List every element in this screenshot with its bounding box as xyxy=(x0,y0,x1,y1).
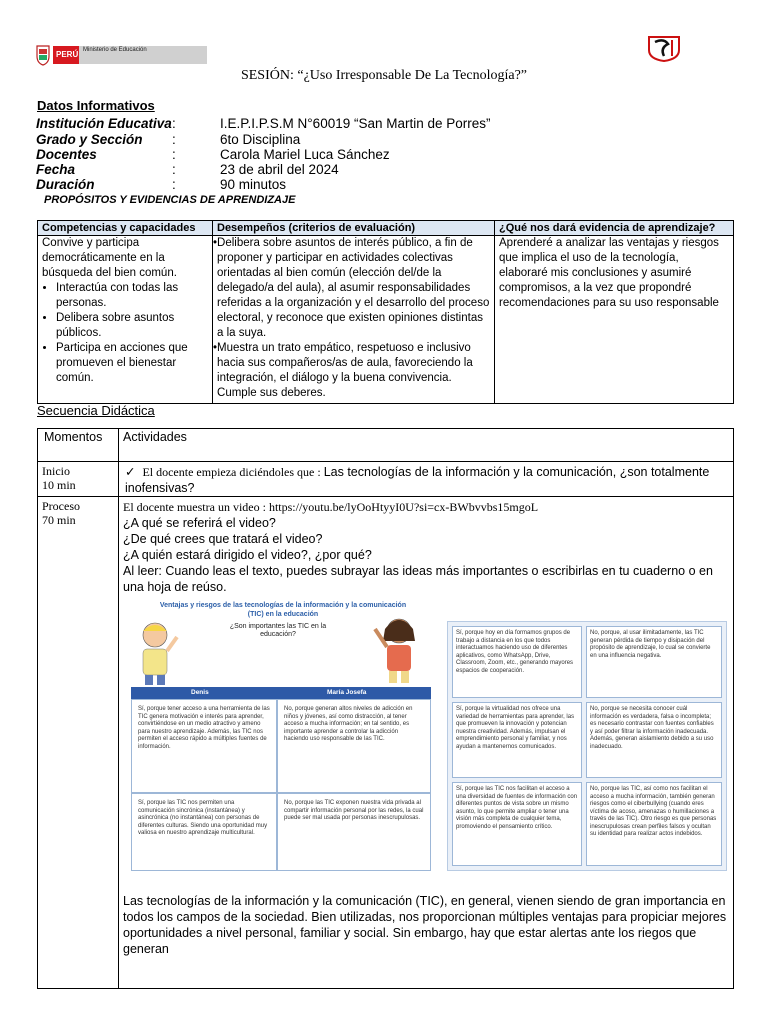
actividad-cell xyxy=(119,497,734,989)
names-band xyxy=(131,687,431,699)
info-label: Grado y Sección xyxy=(36,132,143,147)
info-colon: : xyxy=(172,177,176,192)
competencia-text: Convive y participa democráticamente en la búsqueda del bien común. xyxy=(42,237,177,279)
list-item xyxy=(213,341,490,401)
minedu-logo xyxy=(35,44,215,66)
table-row xyxy=(38,497,734,989)
secuencia-heading: Secuencia Didáctica xyxy=(37,403,155,418)
name-right: María Josefa xyxy=(327,689,367,696)
table-row xyxy=(38,236,734,404)
secuencia-table xyxy=(37,428,734,989)
info-value: 90 minutos xyxy=(220,177,287,192)
desempeno-text: Muestra un trato empático, respetuoso e inclusivo hacia sus compañeros/as de aula, favoreciendo la integración, el diálogo y la buena convivencia. Cumple sus deberes. xyxy=(217,342,473,399)
desempenos-cell xyxy=(213,236,495,404)
video-link[interactable]: El docente muestra un video : https://youtu.be/lyOoHtyyI0U?si=cx-BWbvvbs15mgoL xyxy=(123,500,539,514)
actividad-cell xyxy=(119,462,734,497)
table-row xyxy=(38,462,734,497)
info-label: Institución Educativa xyxy=(36,116,172,131)
bullet-icon: • xyxy=(213,342,218,354)
competencias-table xyxy=(37,220,734,404)
table-header-row xyxy=(38,221,734,236)
info-cell: No, porque generan altos niveles de adicción en niños y jóvenes, así como distracción, al tener acceso a mucha información; en tal sentido, es importante aprender a controlar la adicción haciendo uso responsable de las TIC. xyxy=(277,699,431,793)
momento-label: Inicio xyxy=(42,464,70,478)
ministerio-label: Ministerio de Educación xyxy=(79,46,207,64)
info-cell: Sí, porque las TIC nos permiten una comunicación sincrónica (instantánea) y asincrónica (no instantánea) con personas de diferentes culturas. Siendo una oportunidad muy valiosa en nuestro aprendizaje multicultural. xyxy=(131,793,277,871)
bullet-icon: • xyxy=(213,237,218,249)
column-header: Momentos xyxy=(38,429,119,462)
momento-cell xyxy=(38,497,119,989)
momento-label: Proceso xyxy=(42,499,80,513)
info-label: Duración xyxy=(36,177,95,192)
info-row-grado xyxy=(36,132,736,147)
evidencia-cell: Aprenderé a analizar las ventajas y riesgos que implica el uso de la tecnología, elaboraré mis conclusiones y asumiré compromisos, a la vez que propondré recomendaciones para su uso responsable xyxy=(495,236,734,404)
peru-label: PERÚ xyxy=(53,46,81,64)
info-value: Carola Mariel Luca Sánchez xyxy=(220,147,390,162)
info-cell: Sí, porque la virtualidad nos ofrece una variedad de herramientas para aprender, las que promueven la innovación y potencian nuestra creatividad. Además, impulsan el emprendimiento personal y familiar, y nos ayudan a mantenernos comunicados. xyxy=(452,702,582,778)
info-value: I.E.P.I.P.S.M N°60019 “San Martin de Porres” xyxy=(220,116,491,131)
momento-cell xyxy=(38,462,119,497)
info-colon: : xyxy=(172,147,176,162)
list-item: • Interactúa con todas las personas. xyxy=(56,281,208,311)
table-header-row xyxy=(38,429,734,462)
column-header: ¿Qué nos dará evidencia de aprendizaje? xyxy=(495,221,734,236)
desempeno-text: Delibera sobre asuntos de interés público, a fin de proponer y participar en actividades colectivas orientadas al bien común (elección del/de la delegado/a del aula), al asumir responsabilidades referidas a la organización y el desarrollo del proceso electoral, y reconoce que existen opiniones distintas a la suya. xyxy=(217,237,490,339)
info-value: 23 de abril del 2024 xyxy=(220,162,339,177)
list-item xyxy=(213,236,490,341)
inicio-text: Las tecnologías de la información y la comunicación, ¿son totalmente inofensivas? xyxy=(125,465,710,495)
momento-time: 70 min xyxy=(42,513,76,527)
info-cell: Sí, porque las TIC nos facilitan el acceso a una diversidad de fuentes de información con diferentes puntos de vista sobre un mismo asunto, lo que permite ampliar o tener una visión más completa de cualquier tema, promoviendo el pensamiento crítico. xyxy=(452,782,582,866)
info-cell: No, porque las TIC, así como nos facilitan el acceso a mucha información, también generan riesgos como el ciberbullying (cuando eres víctima de acoso, amenazas o humillaciones a través de las TIC). Otro riesgo es que personas inescrupulosas crean perfiles falsos y ocultan su identidad para realizar actos indebidos. xyxy=(586,782,722,866)
info-colon: : xyxy=(172,162,176,177)
pregunta: ¿De qué crees que tratará el video? xyxy=(123,532,323,546)
list-item: • Delibera sobre asuntos públicos. xyxy=(56,311,208,341)
info-colon: : xyxy=(172,132,176,147)
propositos-heading: PROPÓSITOS Y EVIDENCIAS DE APRENDIZAJE xyxy=(44,194,296,206)
capacidades-list xyxy=(42,281,208,386)
info-label: Docentes xyxy=(36,147,97,162)
al-leer-text: Al leer: Cuando leas el texto, puedes subrayar las ideas más importantes o escribirlas en tu cuaderno o en una hoja de reúso. xyxy=(123,564,713,594)
school-crest-icon xyxy=(646,34,682,62)
infographic-title: Ventajas y riesgos de las tecnologías de la información y la comunicación (TIC) en la educación xyxy=(159,602,407,618)
girl-illustration-icon xyxy=(369,611,429,685)
boy-illustration-icon xyxy=(127,617,185,687)
pregunta: ¿A quién estará dirigido el video?, ¿por qué? xyxy=(123,548,372,562)
info-row-fecha xyxy=(36,162,736,177)
cierre-paragraph: Las tecnologías de la información y la comunicación (TIC), en general, vienen siendo de gran importancia en todos los campos de la sociedad. Bien utilizadas, nos proporcionan múltiples ventajas para propiciar mejores oportunidades a nivel personal, familiar y social. Sin embargo, hay que estar alertas ante los riegos que generan xyxy=(123,894,727,956)
pregunta: ¿A qué se referirá el video? xyxy=(123,516,276,530)
check-icon: ✓ xyxy=(125,465,136,479)
info-row-docentes xyxy=(36,147,736,162)
inicio-lead: El docente empieza diciéndoles que : xyxy=(142,465,324,479)
infographic xyxy=(123,601,729,887)
list-item: • Participa en acciones que promueven el bienestar común. xyxy=(56,341,208,386)
info-cell: No, porque, al usar ilimitadamente, las TIC generan pérdida de tiempo y disipación del propósito de aprendizaje, lo cual se convierte en una influencia negativa. xyxy=(586,626,722,698)
infographic-left xyxy=(123,601,433,873)
info-row-duracion xyxy=(36,177,736,192)
name-left: Denis xyxy=(191,689,209,696)
column-header: Competencias y capacidades xyxy=(38,221,213,236)
info-cell: Sí, porque tener acceso a una herramienta de las TIC genera motivación e interés para aprender, convirtiéndose en un medio atractivo y ameno para nuestro aprendizaje. Además, las TIC nos permiten el acceso rápido a múltiples fuentes de información. xyxy=(131,699,277,793)
column-header: Actividades xyxy=(119,429,734,462)
session-title: SESIÓN: “¿Uso Irresponsable De La Tecnología?” xyxy=(240,68,528,83)
info-label: Fecha xyxy=(36,162,76,177)
infographic-question: ¿Son importantes las TIC en la educación? xyxy=(229,623,327,638)
info-value: 6to Disciplina xyxy=(220,132,301,147)
info-cell: Sí, porque hoy en día formamos grupos de trabajo a distancia en los que todos interactuamos haciendo uso de diferentes aplicativos, como WhatsApp, Drive, Classroom, Zoom, etc., generando mayores espacios de cooperación. xyxy=(452,626,582,698)
info-cell: No, porque las TIC exponen nuestra vida privada al compartir información personal por las redes, la cual puede ser mal usada por personas inescrupulosas. xyxy=(277,793,431,871)
competencia-cell xyxy=(38,236,213,404)
datos-heading: Datos Informativos xyxy=(37,98,155,113)
momento-time: 10 min xyxy=(42,478,76,492)
infographic-right xyxy=(447,621,727,871)
peru-shield-icon xyxy=(35,44,51,66)
info-colon: : xyxy=(172,116,176,131)
info-cell: No, porque se necesita conocer cuál información es verdadera, falsa o incompleta; es necesario contrastar con fuentes confiables y así poder filtrar la información inadecuada. Además, generan aislamiento debido a su uso inadecuado. xyxy=(586,702,722,778)
column-header: Desempeños (criterios de evaluación) xyxy=(213,221,495,236)
info-row-institucion xyxy=(36,116,736,131)
